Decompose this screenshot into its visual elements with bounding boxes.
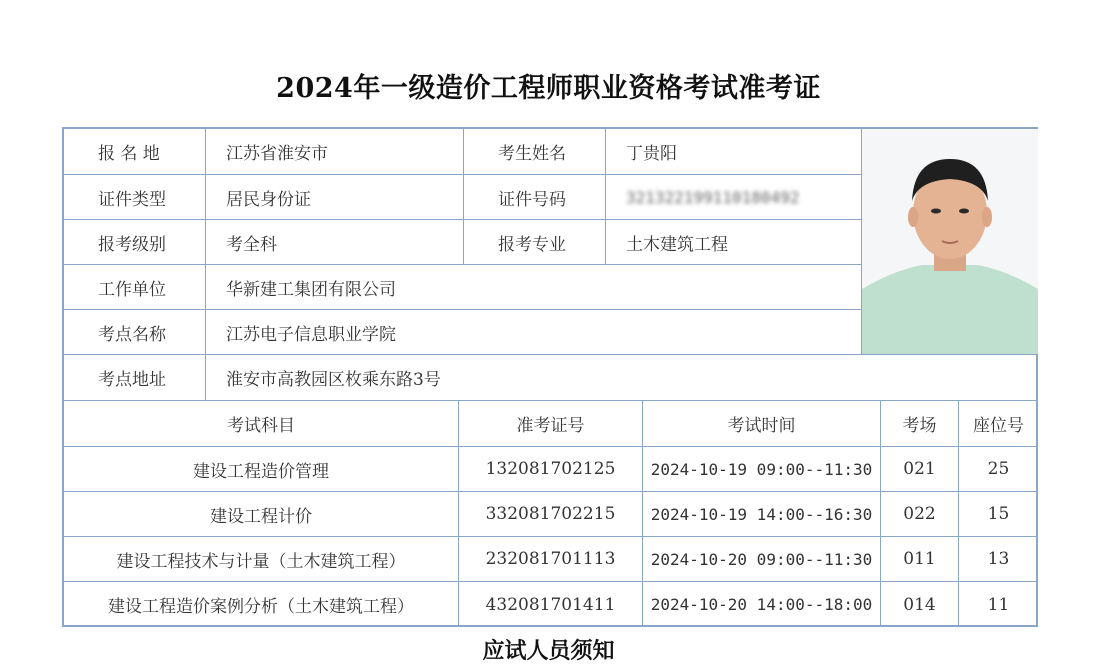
exam-row-time: 2024-10-19 09:00--11:30 bbox=[643, 447, 881, 492]
employer-label: 工作单位 bbox=[64, 265, 206, 310]
site-name-value: 江苏电子信息职业学院 bbox=[206, 310, 862, 355]
exam-row-subject: 建设工程造价案例分析（土木建筑工程） bbox=[64, 582, 459, 627]
exam-row-seat: 25 bbox=[959, 447, 1038, 492]
reg-place-value: 江苏省淮安市 bbox=[206, 129, 464, 175]
name-value: 丁贵阳 bbox=[606, 129, 862, 175]
exam-row-ticket-no: 132081702125 bbox=[459, 447, 643, 492]
exam-row-time: 2024-10-20 09:00--11:30 bbox=[643, 537, 881, 582]
employer-value: 华新建工集团有限公司 bbox=[206, 265, 862, 310]
exam-row-time: 2024-10-19 14:00--16:30 bbox=[643, 492, 881, 537]
id-number-value bbox=[606, 175, 862, 220]
exam-row-ticket-no: 232081701113 bbox=[459, 537, 643, 582]
site-name-label: 考点名称 bbox=[64, 310, 206, 355]
exam-row-seat: 13 bbox=[959, 537, 1038, 582]
exam-header-room: 考场 bbox=[881, 401, 959, 447]
candidate-photo-image bbox=[862, 129, 1038, 355]
exam-row-room: 022 bbox=[881, 492, 959, 537]
exam-row-time: 2024-10-20 14:00--18:00 bbox=[643, 582, 881, 627]
exam-row-room: 014 bbox=[881, 582, 959, 627]
exam-row-subject: 建设工程计价 bbox=[64, 492, 459, 537]
id-number-text: 321322199110180492 bbox=[626, 187, 800, 207]
exam-row-seat: 15 bbox=[959, 492, 1038, 537]
exam-header-time: 考试时间 bbox=[643, 401, 881, 447]
exam-row-ticket-no: 332081702215 bbox=[459, 492, 643, 537]
exam-row-subject: 建设工程造价管理 bbox=[64, 447, 459, 492]
reg-place-label: 报 名 地 bbox=[64, 129, 206, 175]
exam-row-room: 021 bbox=[881, 447, 959, 492]
id-number-label: 证件号码 bbox=[464, 175, 606, 220]
site-address-label: 考点地址 bbox=[64, 355, 206, 401]
page-title: 2024年一级造价工程师职业资格考试准考证 bbox=[276, 73, 821, 104]
site-address-value: 淮安市高教园区枚乘东路3号 bbox=[206, 355, 1038, 401]
exam-header-ticket-no: 准考证号 bbox=[459, 401, 643, 447]
level-value: 考全科 bbox=[206, 220, 464, 265]
major-value: 土木建筑工程 bbox=[606, 220, 862, 265]
exam-header-subject: 考试科目 bbox=[64, 401, 459, 447]
exam-row-seat: 11 bbox=[987, 594, 1010, 615]
id-type-label: 证件类型 bbox=[64, 175, 206, 220]
exam-header-seat: 座位号 bbox=[959, 401, 1038, 447]
id-type-value: 居民身份证 bbox=[206, 175, 464, 220]
exam-row-room: 011 bbox=[881, 537, 959, 582]
major-label: 报考专业 bbox=[464, 220, 606, 265]
exam-row-ticket-no: 432081701411 bbox=[459, 582, 643, 627]
exam-row-subject: 建设工程技术与计量（土木建筑工程） bbox=[64, 537, 459, 582]
candidate-photo bbox=[862, 129, 1038, 355]
notice-heading: 应试人员须知 bbox=[482, 638, 615, 664]
name-label: 考生姓名 bbox=[464, 129, 606, 175]
admission-ticket-card bbox=[62, 127, 1038, 627]
level-label: 报考级别 bbox=[64, 220, 206, 265]
